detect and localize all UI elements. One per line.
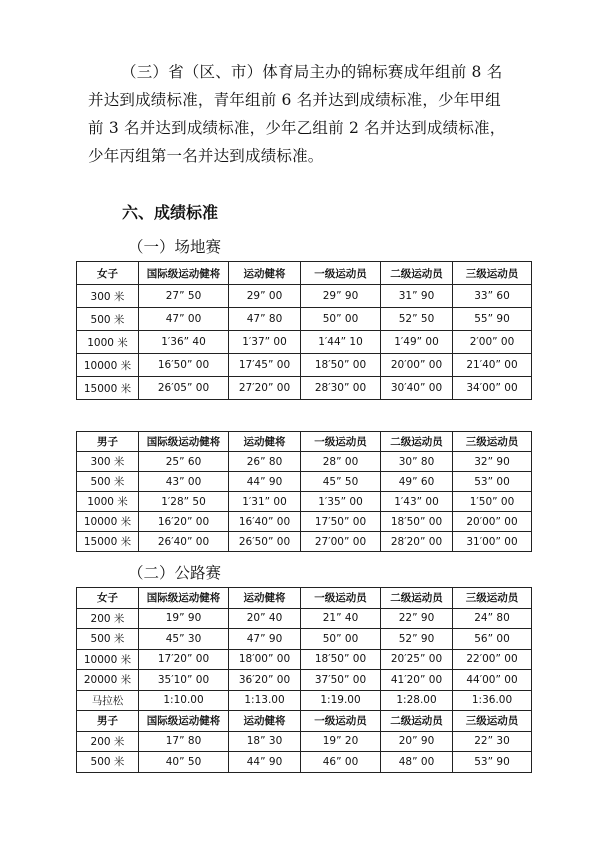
table-row — [77, 331, 532, 354]
table-cell: 1:36.00 — [453, 690, 532, 711]
row-label-cell: 300 米 — [77, 285, 139, 308]
header-cell: 运动健将 — [229, 711, 301, 732]
table-cell: 56” 00 — [453, 629, 532, 650]
table-cell: 44” 90 — [229, 472, 301, 492]
table-cell: 25” 60 — [139, 452, 229, 472]
table-cell: 1:13.00 — [229, 690, 301, 711]
paragraph-line: 并达到成绩标准，青年组前 6 名并达到成绩标准，少年甲组 — [88, 91, 501, 109]
table-cell: 24” 80 — [453, 608, 532, 629]
table-cell: 26′50” 00 — [229, 532, 301, 552]
table-cell: 44′00” 00 — [453, 670, 532, 691]
header-cell: 一级运动员 — [301, 262, 381, 285]
table-cell: 48” 00 — [381, 752, 453, 773]
row-label-cell: 300 米 — [77, 452, 139, 472]
row-label-cell: 200 米 — [77, 608, 139, 629]
table-body — [77, 452, 532, 552]
road-race-table — [76, 587, 532, 773]
table-row — [77, 629, 532, 650]
table-cell: 28′20” 00 — [381, 532, 453, 552]
table-row — [77, 608, 532, 629]
table-cell: 16′50” 00 — [139, 354, 229, 377]
table-row — [77, 649, 532, 670]
table-cell: 45” 50 — [301, 472, 381, 492]
row-label-cell: 10000 米 — [77, 512, 139, 532]
row-label-cell: 20000 米 — [77, 670, 139, 691]
table-cell: 32” 90 — [453, 452, 532, 472]
table-body — [77, 285, 532, 400]
table-cell: 53” 00 — [453, 472, 532, 492]
table-cell: 21” 40 — [301, 608, 381, 629]
table-cell: 41′20” 00 — [381, 670, 453, 691]
table-cell: 31′00” 00 — [453, 532, 532, 552]
women-track-table — [76, 261, 532, 400]
table-cell: 1:28.00 — [381, 690, 453, 711]
table-cell: 21′40” 00 — [453, 354, 532, 377]
table-cell: 47” 80 — [229, 308, 301, 331]
header-cell: 运动健将 — [229, 432, 301, 452]
table-cell: 18′50” 00 — [381, 512, 453, 532]
table-cell: 36′20” 00 — [229, 670, 301, 691]
header-cell: 国际级运动健将 — [139, 588, 229, 609]
table-row — [77, 354, 532, 377]
table-cell: 45” 30 — [139, 629, 229, 650]
header-cell: 三级运动员 — [453, 262, 532, 285]
subsection-title-road: （二）公路赛 — [128, 564, 222, 582]
header-cell: 一级运动员 — [301, 588, 381, 609]
header-cell: 三级运动员 — [453, 588, 532, 609]
table-cell: 18” 30 — [229, 731, 301, 752]
header-cell: 二级运动员 — [381, 588, 453, 609]
table-body — [77, 608, 532, 711]
table-cell: 27′00” 00 — [301, 532, 381, 552]
table-cell: 1′44” 10 — [301, 331, 381, 354]
table-cell: 27” 50 — [139, 285, 229, 308]
table-row — [77, 377, 532, 400]
table-cell: 28′30” 00 — [301, 377, 381, 400]
table-cell: 26′40” 00 — [139, 532, 229, 552]
table-cell: 55” 90 — [453, 308, 532, 331]
table-cell: 43” 00 — [139, 472, 229, 492]
table-cell: 17′45” 00 — [229, 354, 301, 377]
table-cell: 29” 00 — [229, 285, 301, 308]
table-cell: 1′36” 40 — [139, 331, 229, 354]
table-row — [77, 492, 532, 512]
table-body — [77, 731, 532, 772]
table-cell: 1′43” 00 — [381, 492, 453, 512]
row-label-cell: 500 米 — [77, 308, 139, 331]
table-cell: 18′50” 00 — [301, 649, 381, 670]
section-title: 六、成绩标准 — [122, 203, 219, 222]
row-label-cell: 10000 米 — [77, 649, 139, 670]
table-header-row — [77, 262, 532, 285]
table-cell: 34′00” 00 — [453, 377, 532, 400]
table-cell: 2′00” 00 — [453, 331, 532, 354]
row-label-cell: 15000 米 — [77, 377, 139, 400]
table-header-row — [77, 588, 532, 609]
header-cell: 女子 — [77, 588, 139, 609]
row-label-cell: 马拉松 — [77, 690, 139, 711]
table-cell: 20” 90 — [381, 731, 453, 752]
table-cell: 26′05” 00 — [139, 377, 229, 400]
table-cell: 47” 00 — [139, 308, 229, 331]
header-cell: 运动健将 — [229, 262, 301, 285]
table-row — [77, 670, 532, 691]
table-row — [77, 452, 532, 472]
table-cell: 22′00” 00 — [453, 649, 532, 670]
header-cell: 三级运动员 — [453, 711, 532, 732]
table-cell: 33” 60 — [453, 285, 532, 308]
table-cell: 44” 90 — [229, 752, 301, 773]
row-label-cell: 15000 米 — [77, 532, 139, 552]
table-cell: 22” 30 — [453, 731, 532, 752]
header-cell: 三级运动员 — [453, 432, 532, 452]
header-cell: 国际级运动健将 — [139, 711, 229, 732]
table-cell: 20′25” 00 — [381, 649, 453, 670]
men-track-table — [76, 431, 532, 552]
table-cell: 29” 90 — [301, 285, 381, 308]
row-label-cell: 1000 米 — [77, 331, 139, 354]
table-cell: 16′40” 00 — [229, 512, 301, 532]
table-cell: 53” 90 — [453, 752, 532, 773]
table-cell: 52” 50 — [381, 308, 453, 331]
intro-paragraph — [88, 58, 528, 170]
table-row — [77, 472, 532, 492]
table-cell: 52” 90 — [381, 629, 453, 650]
table-cell: 1′35” 00 — [301, 492, 381, 512]
table-cell: 27′20” 00 — [229, 377, 301, 400]
table-cell: 19” 20 — [301, 731, 381, 752]
header-cell: 一级运动员 — [301, 432, 381, 452]
table-cell: 40” 50 — [139, 752, 229, 773]
row-label-cell: 1000 米 — [77, 492, 139, 512]
paragraph-line: 少年丙组第一名并达到成绩标准。 — [88, 147, 324, 165]
table-cell: 35′10” 00 — [139, 670, 229, 691]
table-row — [77, 532, 532, 552]
table-row — [77, 752, 532, 773]
table-cell: 50” 00 — [301, 308, 381, 331]
row-label-cell: 500 米 — [77, 629, 139, 650]
table-cell: 18′00” 00 — [229, 649, 301, 670]
header-cell: 二级运动员 — [381, 711, 453, 732]
table-row — [77, 731, 532, 752]
table-cell: 1′37” 00 — [229, 331, 301, 354]
table-cell: 50” 00 — [301, 629, 381, 650]
table-cell: 49” 60 — [381, 472, 453, 492]
paragraph-line: （三）省（区、市）体育局主办的锦标赛成年组前 8 名 — [121, 63, 503, 81]
header-cell: 国际级运动健将 — [139, 432, 229, 452]
header-cell: 男子 — [77, 711, 139, 732]
table-row — [77, 308, 532, 331]
header-cell: 运动健将 — [229, 588, 301, 609]
table-cell: 1′49” 00 — [381, 331, 453, 354]
table-cell: 20” 40 — [229, 608, 301, 629]
row-label-cell: 200 米 — [77, 731, 139, 752]
header-cell: 女子 — [77, 262, 139, 285]
header-cell: 二级运动员 — [381, 432, 453, 452]
table-cell: 1′28” 50 — [139, 492, 229, 512]
table-cell: 18′50” 00 — [301, 354, 381, 377]
header-cell: 一级运动员 — [301, 711, 381, 732]
table-cell: 20′00” 00 — [381, 354, 453, 377]
table-cell: 1:10.00 — [139, 690, 229, 711]
subsection-title-track: （一）场地赛 — [128, 238, 222, 256]
table-cell: 16′20” 00 — [139, 512, 229, 532]
table-cell: 17′50” 00 — [301, 512, 381, 532]
table-header-row — [77, 711, 532, 732]
row-label-cell: 10000 米 — [77, 354, 139, 377]
table-cell: 30′40” 00 — [381, 377, 453, 400]
table-cell: 47” 90 — [229, 629, 301, 650]
table-cell: 17′20” 00 — [139, 649, 229, 670]
table-cell: 19” 90 — [139, 608, 229, 629]
table-cell: 26” 80 — [229, 452, 301, 472]
table-row — [77, 512, 532, 532]
row-label-cell: 500 米 — [77, 752, 139, 773]
table-cell: 31” 90 — [381, 285, 453, 308]
table-cell: 20′00” 00 — [453, 512, 532, 532]
table-cell: 30” 80 — [381, 452, 453, 472]
table-cell: 37′50” 00 — [301, 670, 381, 691]
table-cell: 22” 90 — [381, 608, 453, 629]
table-row — [77, 285, 532, 308]
table-cell: 46” 00 — [301, 752, 381, 773]
table-cell: 17” 80 — [139, 731, 229, 752]
paragraph-line: 前 3 名并达到成绩标准，少年乙组前 2 名并达到成绩标准， — [88, 119, 506, 137]
row-label-cell: 500 米 — [77, 472, 139, 492]
table-cell: 1:19.00 — [301, 690, 381, 711]
table-header-row — [77, 432, 532, 452]
table-cell: 1′31” 00 — [229, 492, 301, 512]
header-cell: 男子 — [77, 432, 139, 452]
table-row — [77, 690, 532, 711]
table-cell: 1′50” 00 — [453, 492, 532, 512]
header-cell: 二级运动员 — [381, 262, 453, 285]
header-cell: 国际级运动健将 — [139, 262, 229, 285]
table-cell: 28” 00 — [301, 452, 381, 472]
